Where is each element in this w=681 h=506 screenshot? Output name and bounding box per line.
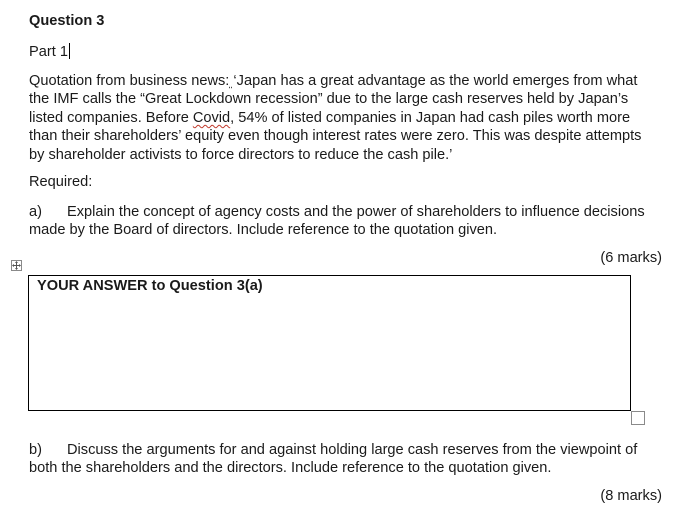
- question-a-text: Explain the concept of agency costs and the power of shareholders to influence decisions made by the Board of directors. Include reference to the quotation given.: [29, 204, 645, 239]
- table-move-icon[interactable]: [11, 260, 22, 271]
- question-a-marks: (6 marks): [600, 250, 662, 266]
- spellcheck-word-covid[interactable]: Covid: [192, 109, 231, 126]
- question-b-label: b): [29, 442, 42, 458]
- quotation-intro: Quotation from business news:: [29, 73, 230, 89]
- question-b: [29, 441, 664, 478]
- table-resize-icon[interactable]: [631, 411, 645, 425]
- part-label-text: Part 1: [29, 44, 68, 60]
- required-label: Required:: [29, 174, 93, 190]
- question-heading: Question 3: [29, 13, 105, 29]
- answer-box-label: YOUR ANSWER to Question 3(a): [37, 278, 263, 294]
- text-cursor: [69, 43, 70, 59]
- quotation-text-a: ‘Japan has a great advantage as the world emerges from what the IMF calls the “Great Lockdown recession” due to the large cash reserves held by Japan’s listed companies. Before: [29, 73, 638, 126]
- question-a: [29, 203, 664, 240]
- question-a-label: a): [29, 204, 42, 220]
- part-label: [29, 43, 70, 60]
- answer-box-3a[interactable]: [28, 275, 631, 411]
- question-b-text: Discuss the arguments for and against holding large cash reserves from the viewpoint of both the shareholders and the directors. Include reference to the quotation given.: [29, 442, 638, 477]
- quotation-text-b: , 54% of listed companies in Japan had cash piles worth more than their shareholders’ equity even though interest rates were zero. This was despite attempts by shareholder activists to force directors to reduce the cash pile.’: [29, 109, 642, 163]
- question-b-marks: (8 marks): [600, 488, 662, 504]
- quotation-paragraph: [29, 72, 659, 164]
